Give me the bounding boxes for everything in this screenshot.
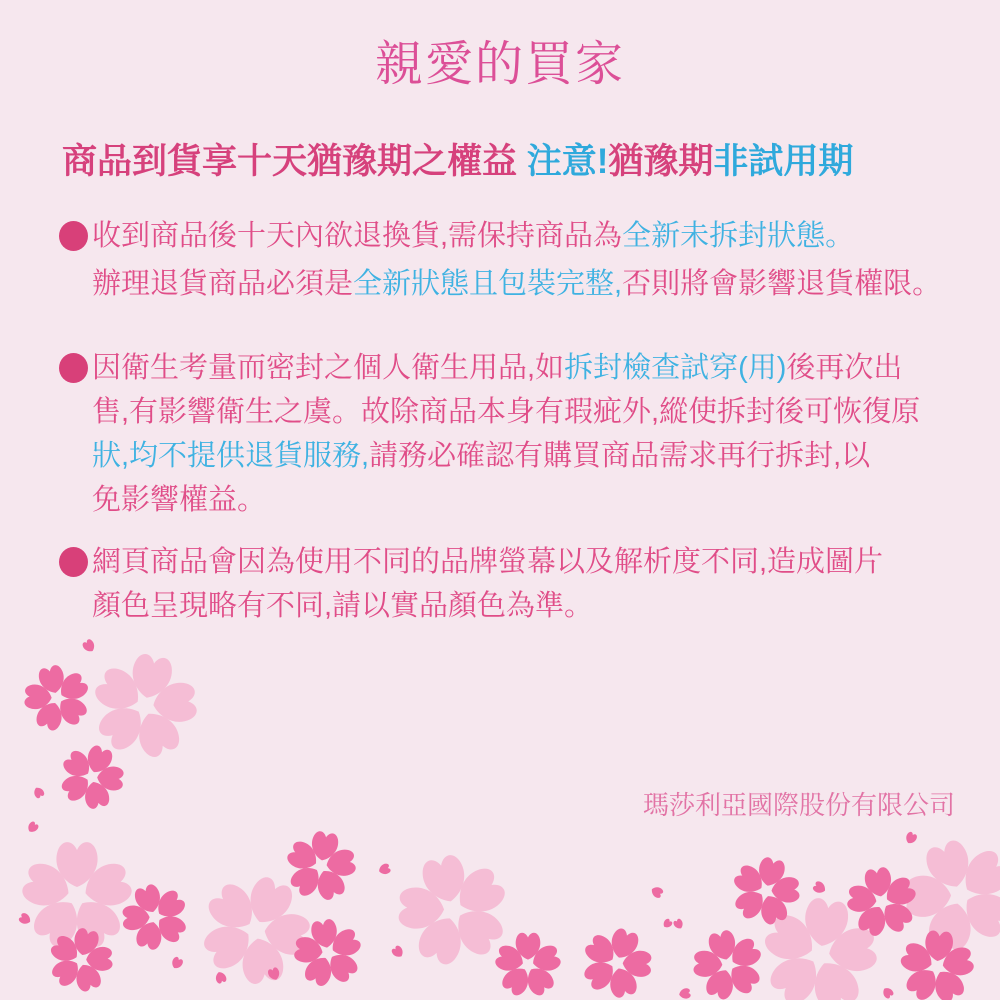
bullet-item-color-disclaimer bbox=[92, 540, 883, 628]
bullet-dot bbox=[59, 221, 88, 251]
bullet-item-hygiene-policy bbox=[92, 346, 920, 522]
notice-heading: 商品到貨享十天猶豫期之權益 注意!猶豫期非試用期 bbox=[62, 142, 854, 181]
bullet-dot bbox=[59, 353, 88, 383]
bullet-item-return-policy bbox=[92, 212, 941, 308]
bullet-text: 收到商品後十天內欲退換貨,需保持商品為全新未拆封狀態。 辦理退貨商品必須是全新狀態且包裝完整,否則將會影響退貨權限。 bbox=[92, 220, 942, 300]
page-title: 親愛的買家 bbox=[374, 38, 625, 91]
bullet-dot bbox=[59, 547, 88, 577]
company-name: 瑪莎利亞國際股份有限公司 bbox=[642, 790, 955, 820]
bullet-text: 網頁商品會因為使用不同的品牌螢幕以及解析度不同,造成圖片 顏色呈現略有不同,請以實品顏色為準。 bbox=[92, 546, 884, 622]
bullet-text: 因衛生考量而密封之個人衛生用品,如拆封檢查試穿(用)後再次出 售,有影響衛生之虞。故除商品本身有瑕疵外,縱使拆封後可恢復原 狀,均不提供退貨服務,請務必確認有購買商品需求再行拆封,以 免影響權益。 bbox=[92, 352, 921, 516]
